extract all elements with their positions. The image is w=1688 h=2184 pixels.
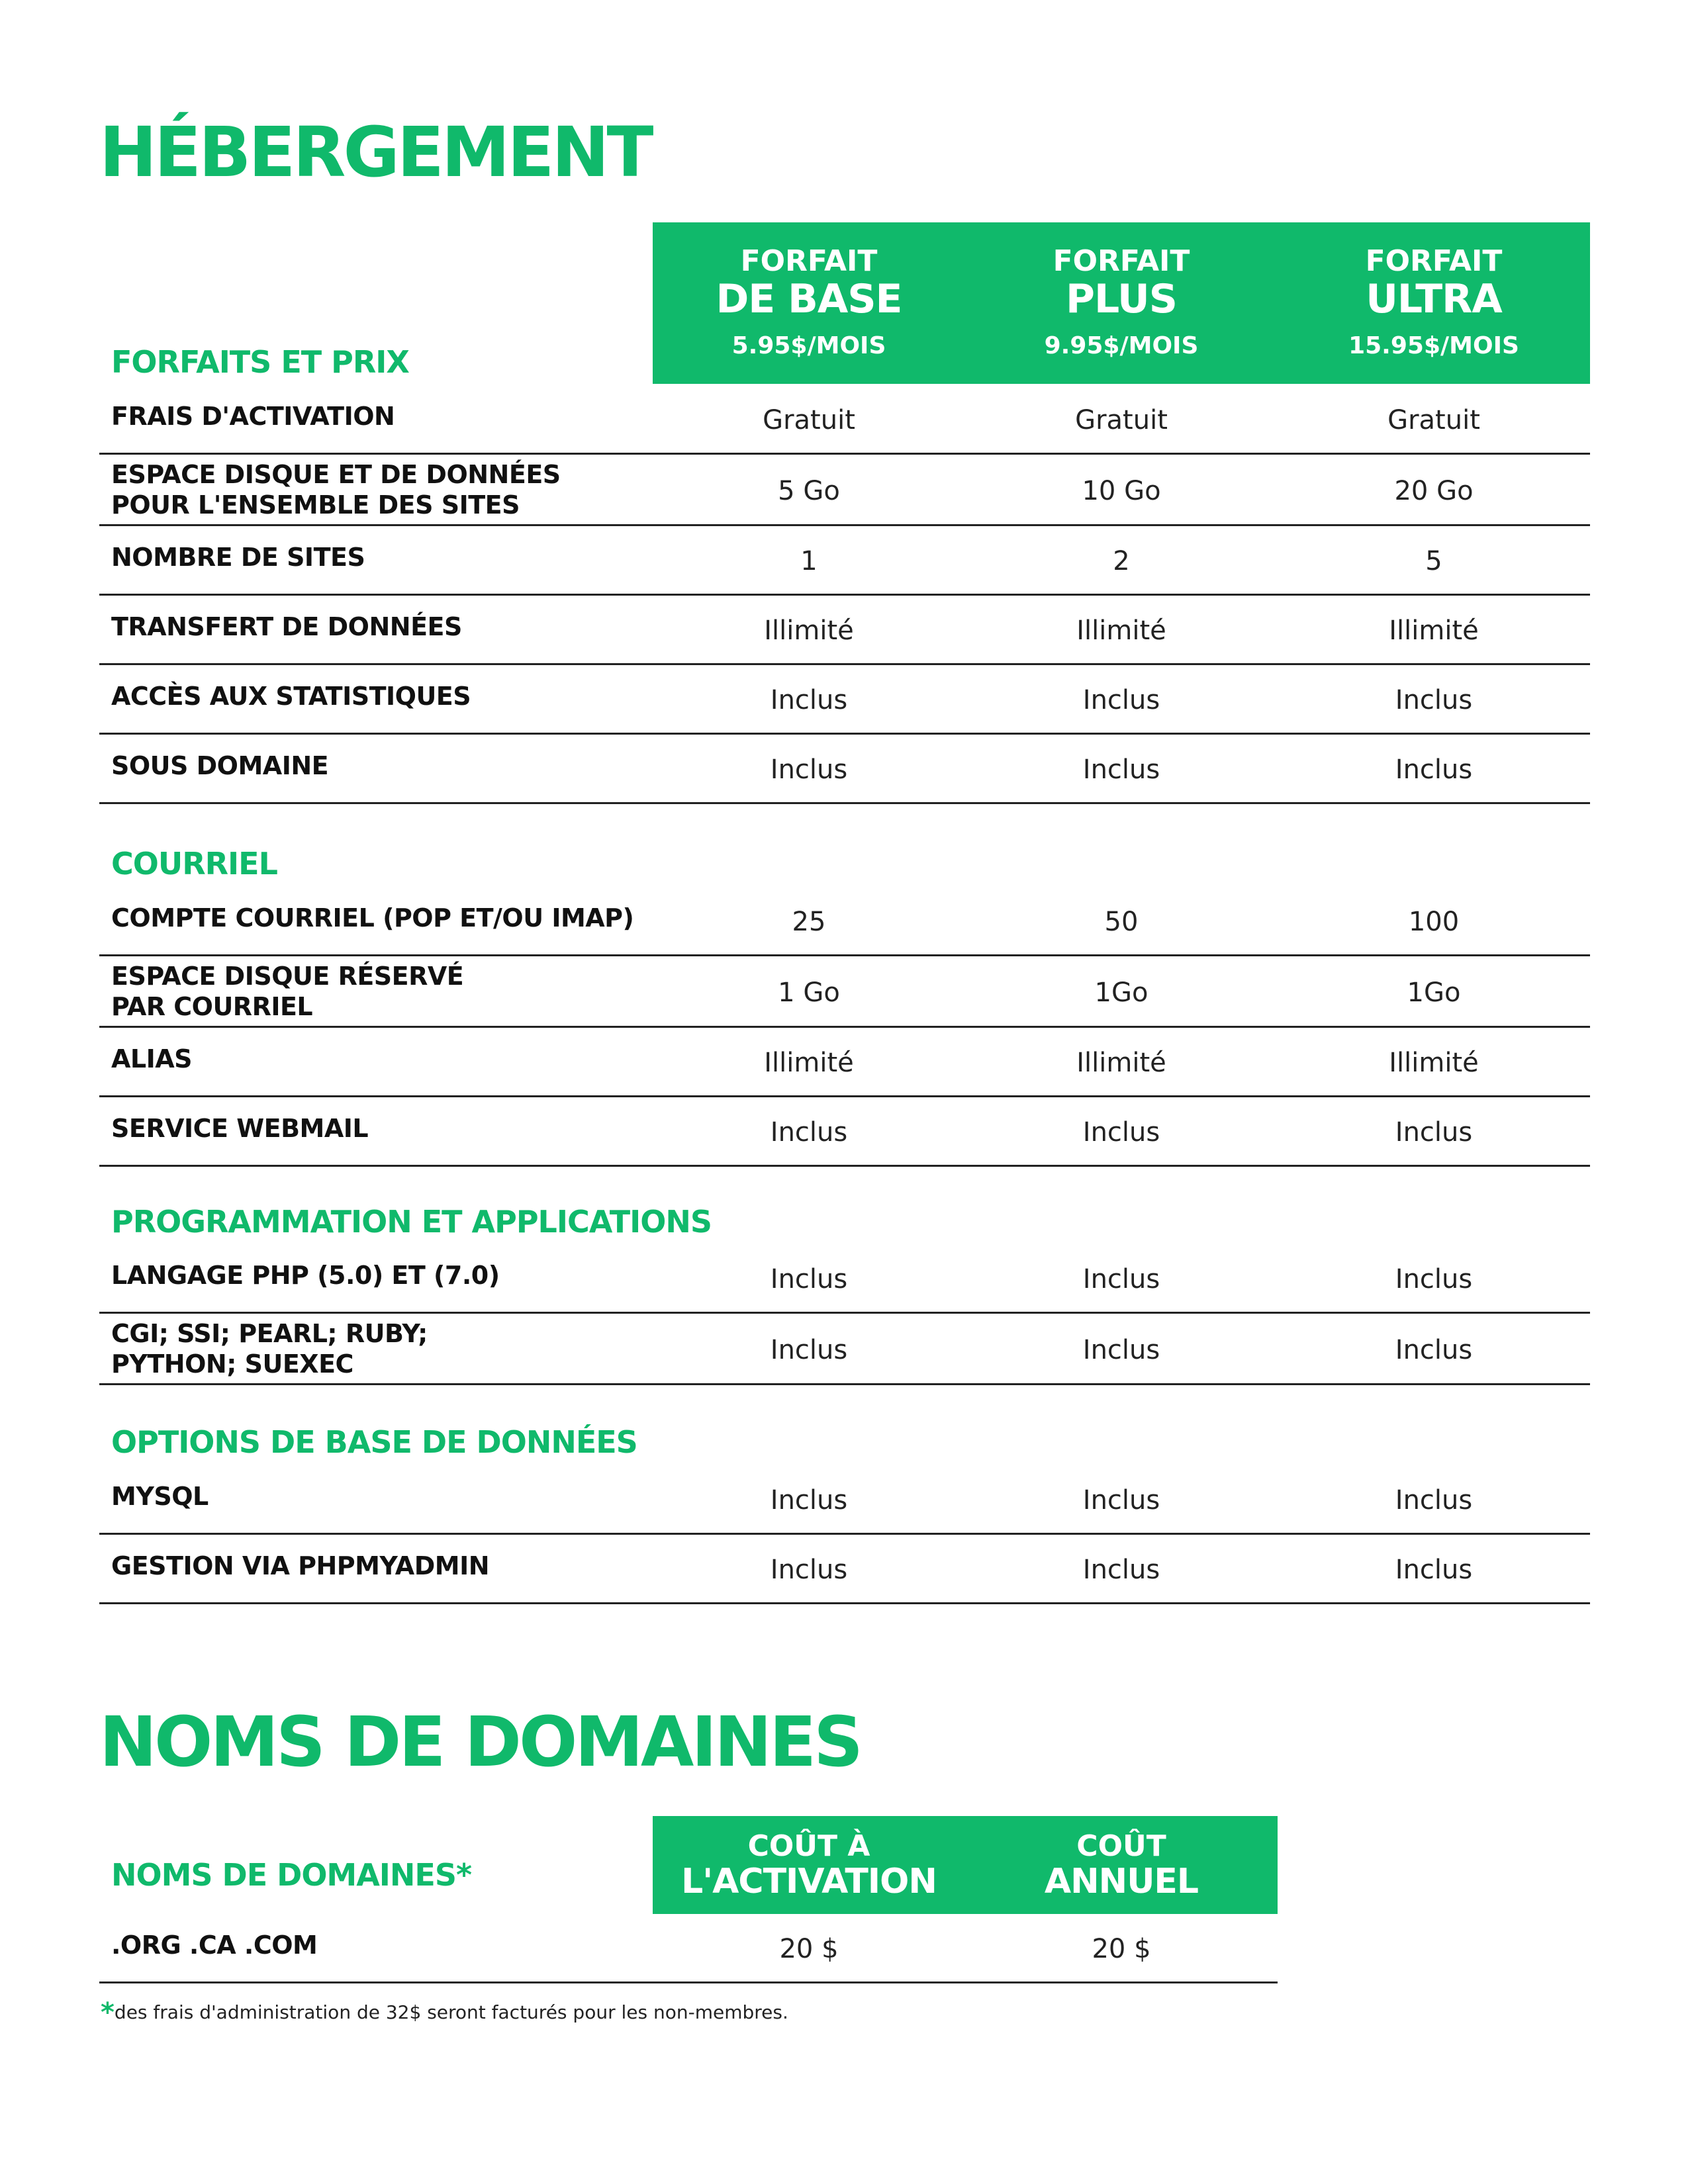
plan-base-price: 5.95$/MOIS bbox=[731, 332, 886, 359]
row-value: Illimité bbox=[1389, 1048, 1479, 1078]
table-row bbox=[99, 1914, 1278, 1983]
row-value: Inclus bbox=[770, 1117, 848, 1148]
page-title: HÉBERGEMENT bbox=[99, 112, 651, 193]
domaines-col-annuel bbox=[965, 1816, 1278, 1914]
plans-header bbox=[653, 222, 1590, 384]
plan-plus-price: 9.95$/MOIS bbox=[1044, 332, 1199, 359]
row-value: 5 bbox=[1425, 546, 1442, 576]
plan-plus-name: PLUS bbox=[1065, 276, 1177, 322]
row-value: Inclus bbox=[770, 754, 848, 785]
row-label: TRANSFERT DE DONNÉES bbox=[111, 612, 462, 641]
table-courriel bbox=[99, 887, 1590, 1167]
row-value: Inclus bbox=[770, 1555, 848, 1585]
row-value: Illimité bbox=[1389, 615, 1479, 646]
footnote-star: * bbox=[101, 1997, 115, 2028]
table-row bbox=[99, 1028, 1590, 1097]
row-value: Inclus bbox=[770, 1485, 848, 1516]
section-bdd-title: OPTIONS DE BASE DE DONNÉES bbox=[111, 1424, 637, 1460]
row-value: 2 bbox=[1113, 546, 1130, 576]
row-label: ACCÈS AUX STATISTIQUES bbox=[111, 682, 471, 711]
domaines-col-annuel-line1: COÛT bbox=[1076, 1829, 1166, 1863]
plan-plus-line1: FORFAIT bbox=[1053, 244, 1190, 278]
footnote bbox=[101, 1997, 788, 2028]
table-row bbox=[99, 1465, 1590, 1535]
row-value: Gratuit bbox=[1387, 405, 1480, 435]
row-label: CGI; SSI; PEARL; RUBY; PYTHON; SUEXEC bbox=[111, 1318, 428, 1379]
domaines-col-annuel-line2: ANNUEL bbox=[1044, 1862, 1199, 1901]
row-value: 5 Go bbox=[778, 475, 840, 506]
domaines-col-activation-line1: COÛT À bbox=[747, 1829, 870, 1863]
domaines-col-activation-line2: L'ACTIVATION bbox=[681, 1862, 937, 1901]
row-value: Inclus bbox=[1395, 1555, 1473, 1585]
plan-base-name: DE BASE bbox=[716, 276, 902, 322]
row-label: SOUS DOMAINE bbox=[111, 751, 329, 780]
section-forfaits-label: FORFAITS ET PRIX bbox=[111, 344, 409, 380]
row-value: Gratuit bbox=[763, 405, 855, 435]
row-value: Inclus bbox=[1082, 1485, 1160, 1516]
footnote-text: des frais d'administration de 32$ seront facturés pour les non-membres. bbox=[114, 2001, 788, 2023]
row-value: Illimité bbox=[1076, 1048, 1166, 1078]
row-value: Inclus bbox=[1082, 685, 1160, 715]
row-value: Inclus bbox=[1082, 1334, 1160, 1365]
section-courriel-title: COURRIEL bbox=[111, 846, 277, 882]
row-value: Inclus bbox=[1395, 754, 1473, 785]
row-value: 100 bbox=[1408, 907, 1460, 937]
row-value: 1 bbox=[800, 546, 818, 576]
row-value: Illimité bbox=[764, 615, 854, 646]
row-value: 20 $ bbox=[1092, 1934, 1151, 1964]
row-value: Gratuit bbox=[1075, 405, 1168, 435]
table-programmation bbox=[99, 1244, 1590, 1385]
domaines-title: NOMS DE DOMAINES bbox=[99, 1702, 861, 1782]
table-row bbox=[99, 887, 1590, 956]
table-bdd bbox=[99, 1465, 1590, 1604]
row-label: GESTION VIA PHPMYADMIN bbox=[111, 1551, 490, 1580]
row-label: LANGAGE PHP (5.0) ET (7.0) bbox=[111, 1261, 500, 1290]
plan-header-plus bbox=[965, 222, 1278, 384]
row-label: ESPACE DISQUE RÉSERVÉ PAR COURRIEL bbox=[111, 961, 464, 1021]
row-label: MYSQL bbox=[111, 1482, 209, 1511]
row-label: COMPTE COURRIEL (POP ET/OU IMAP) bbox=[111, 903, 634, 933]
row-label: FRAIS D'ACTIVATION bbox=[111, 402, 395, 431]
row-value: 1Go bbox=[1094, 977, 1149, 1008]
plan-ultra-name: ULTRA bbox=[1366, 276, 1502, 322]
domaines-label: NOMS DE DOMAINES* bbox=[111, 1857, 472, 1893]
table-domaines bbox=[99, 1914, 1278, 1983]
row-value: Inclus bbox=[1395, 1117, 1473, 1148]
row-label: .ORG .CA .COM bbox=[111, 1931, 318, 1960]
table-row bbox=[99, 665, 1590, 735]
row-label: ESPACE DISQUE ET DE DONNÉES POUR L'ENSEMBLE DES SITES bbox=[111, 459, 561, 520]
row-value: Inclus bbox=[1395, 1334, 1473, 1365]
row-value: Inclus bbox=[1395, 685, 1473, 715]
row-value: Inclus bbox=[770, 1334, 848, 1365]
row-value: Inclus bbox=[770, 1264, 848, 1295]
domaines-header bbox=[653, 1816, 1278, 1914]
plan-ultra-price: 15.95$/MOIS bbox=[1348, 332, 1519, 359]
row-label: NOMBRE DE SITES bbox=[111, 543, 365, 572]
table-row bbox=[99, 596, 1590, 665]
row-value: 1Go bbox=[1407, 977, 1461, 1008]
row-value: 20 $ bbox=[779, 1934, 839, 1964]
row-value: 25 bbox=[792, 907, 826, 937]
row-value: 10 Go bbox=[1082, 475, 1161, 506]
table-row bbox=[99, 956, 1590, 1028]
row-value: Inclus bbox=[1395, 1485, 1473, 1516]
row-label: SERVICE WEBMAIL bbox=[111, 1114, 369, 1143]
table-row bbox=[99, 1244, 1590, 1314]
table-row bbox=[99, 735, 1590, 804]
row-value: Inclus bbox=[1082, 754, 1160, 785]
plan-header-base bbox=[653, 222, 965, 384]
table-row bbox=[99, 1097, 1590, 1167]
row-value: Inclus bbox=[770, 685, 848, 715]
row-value: 20 Go bbox=[1394, 475, 1474, 506]
plan-header-ultra bbox=[1278, 222, 1590, 384]
plan-base-line1: FORFAIT bbox=[740, 244, 878, 278]
table-general bbox=[99, 385, 1590, 804]
table-row bbox=[99, 455, 1590, 526]
row-value: Inclus bbox=[1082, 1117, 1160, 1148]
row-value: Illimité bbox=[764, 1048, 854, 1078]
plan-ultra-line1: FORFAIT bbox=[1365, 244, 1503, 278]
row-value: Inclus bbox=[1082, 1555, 1160, 1585]
section-programmation-title: PROGRAMMATION ET APPLICATIONS bbox=[111, 1204, 712, 1240]
row-value: Inclus bbox=[1082, 1264, 1160, 1295]
table-row bbox=[99, 1535, 1590, 1604]
table-row bbox=[99, 526, 1590, 596]
row-value: 1 Go bbox=[778, 977, 840, 1008]
row-value: Illimité bbox=[1076, 615, 1166, 646]
table-row bbox=[99, 1314, 1590, 1385]
row-value: 50 bbox=[1104, 907, 1139, 937]
table-row bbox=[99, 385, 1590, 455]
domaines-col-activation bbox=[653, 1816, 965, 1914]
row-label: ALIAS bbox=[111, 1044, 193, 1073]
row-value: Inclus bbox=[1395, 1264, 1473, 1295]
